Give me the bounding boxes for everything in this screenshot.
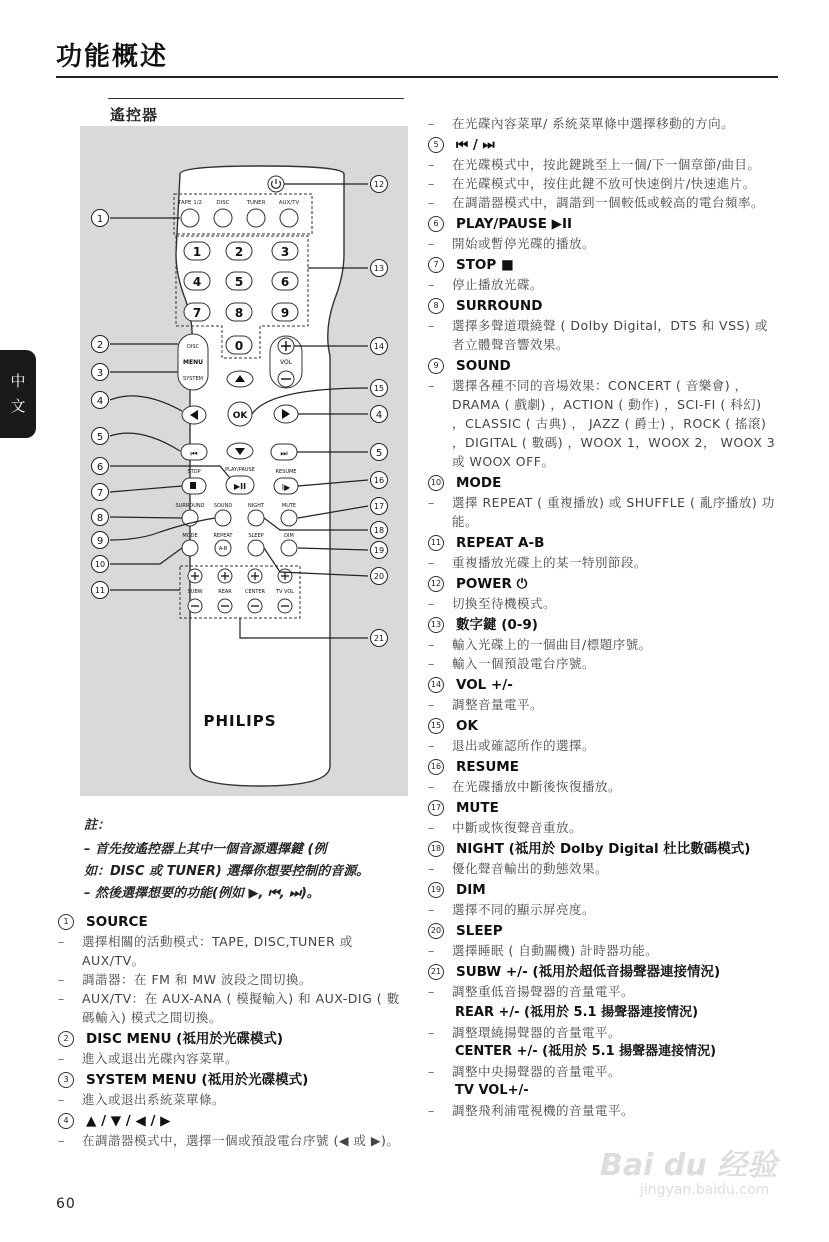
item-heading: [58, 1111, 408, 1131]
vol-label: VOL: [279, 359, 293, 366]
item-desc-text: 在光碟內容菜單/ 系統菜單條中選擇移動的方向。: [452, 116, 735, 131]
function-item: [58, 1111, 408, 1150]
item-title: SLEEP: [456, 923, 503, 939]
item-desc-text: 進入或退出光碟內容菜單。: [82, 1051, 239, 1066]
digit-8: 8: [234, 306, 244, 320]
item-title: PLAY/PAUSE ▶II: [456, 216, 573, 232]
item-desc: [58, 1049, 408, 1068]
auxtv-button: [280, 209, 298, 227]
dash-bullet: –: [428, 861, 435, 876]
callout-l11: 11: [94, 586, 106, 595]
page-title: 功能概述: [56, 42, 169, 72]
left-column: [58, 912, 408, 1152]
callout-l6: 6: [96, 462, 104, 473]
note-heading: 註：: [84, 818, 111, 833]
item-desc-text: 進入或退出系統菜單條。: [82, 1092, 226, 1107]
callout-l8: 8: [96, 513, 104, 524]
item-desc-text: 中斷或恢復聲音重放。: [452, 820, 583, 835]
dash-bullet: –: [428, 637, 435, 652]
function-item: [428, 880, 778, 919]
item-desc: [58, 932, 408, 970]
sound-label: SOUND: [213, 503, 233, 509]
repeat-label: REPEAT: [213, 533, 233, 539]
digit-3: 3: [280, 245, 290, 259]
item-desc-text: 調整音量電平。: [452, 697, 544, 712]
item-desc: [428, 174, 778, 193]
subitem-desc: [428, 1101, 778, 1120]
callout-l2: 2: [96, 340, 104, 351]
dash-bullet: –: [428, 277, 435, 292]
subitem-title: REAR +/- (祗用於 5.1 揚聲器連接情況): [455, 1005, 699, 1020]
item-desc-text: 開始或暫停光碟的播放。: [452, 236, 596, 251]
item-heading: [58, 1029, 408, 1049]
item-title: SOUND: [456, 358, 511, 374]
item-desc-text: 選擇多聲道環繞聲 ( Dolby Digital，DTS 和 VSS) 或者立體聲音響效果。: [452, 318, 768, 352]
item-number-badge: 8: [428, 298, 444, 314]
watermark: Bai du 经验: [600, 1148, 778, 1183]
tape-button: [181, 209, 199, 227]
subw-label: SUBW: [187, 589, 203, 595]
right-column: [428, 114, 778, 1120]
center-label: CENTER: [244, 589, 266, 595]
rear-label: REAR: [218, 589, 232, 595]
callout-l3: 3: [96, 368, 104, 379]
function-item: [428, 757, 778, 796]
callout-l10: 10: [94, 560, 106, 569]
dash-bullet: –: [58, 972, 65, 987]
subitem-desc: [428, 1062, 778, 1081]
title-rule: [56, 76, 778, 78]
item-desc: [428, 155, 778, 174]
dash-bullet: –: [428, 378, 435, 393]
item-heading: [58, 1070, 408, 1090]
item-title: RESUME: [456, 759, 519, 775]
callout-r19: 19: [373, 546, 385, 555]
dash-bullet: –: [428, 656, 435, 671]
item-heading: [428, 675, 778, 695]
item-desc-text: 停止播放光碟。: [452, 277, 544, 292]
item-desc: [428, 818, 778, 837]
dash-bullet: –: [58, 991, 65, 1006]
item-heading: [428, 798, 778, 818]
item-desc-text: 優化聲音輸出的動態效果。: [452, 861, 609, 876]
callout-r15: 15: [373, 384, 385, 393]
item-number-badge: 13: [428, 617, 444, 633]
item-number-badge: 12: [428, 576, 444, 592]
svg-text:⏮: ⏮: [190, 449, 198, 458]
lang-char-2: 文: [10, 397, 26, 415]
item-heading: [58, 912, 408, 932]
dash-bullet: –: [58, 1133, 65, 1148]
item-desc-text: 在光碟播放中斷後恢復播放。: [452, 779, 622, 794]
function-item: [428, 356, 778, 471]
function-item: [428, 296, 778, 354]
disc-key-label: DISC: [187, 344, 199, 350]
lang-char-1: 中: [10, 372, 26, 390]
dash-bullet: –: [428, 697, 435, 712]
item-heading: [428, 757, 778, 777]
item-number-badge: 6: [428, 216, 444, 232]
item-number-badge: 19: [428, 882, 444, 898]
callout-l5: 5: [96, 432, 104, 443]
item-desc-text: 在光碟模式中，按此鍵跳至上一個/下一個章節/曲目。: [452, 157, 761, 172]
item-heading: [428, 356, 778, 376]
callout-r17: 17: [373, 502, 385, 511]
item-heading: [428, 615, 778, 635]
item-desc: [428, 114, 778, 133]
function-item: [428, 533, 778, 572]
item-title: POWER ⏻: [456, 576, 528, 592]
item-desc-text: 輸入光碟上的一個曲目/標題序號。: [452, 637, 652, 652]
item-number-badge: 7: [428, 257, 444, 273]
function-item: [428, 962, 778, 1001]
item-desc-text: 調諧器：在 FM 和 MW 波段之間切換。: [82, 972, 313, 987]
function-item: [428, 839, 778, 878]
subitem-desc: [428, 1023, 778, 1042]
item-heading: [428, 921, 778, 941]
item-heading: [428, 962, 778, 982]
item-number-badge: 5: [428, 137, 444, 153]
callout-r18: 18: [373, 526, 385, 535]
item-desc: [428, 553, 778, 572]
dash-bullet: –: [428, 1064, 435, 1079]
item-number-badge: 21: [428, 964, 444, 980]
function-item: [428, 473, 778, 531]
item-title: DIM: [456, 882, 486, 898]
svg-text:▶II: ▶II: [233, 482, 247, 491]
dash-bullet: –: [428, 176, 435, 191]
dash-bullet: –: [428, 318, 435, 333]
item-desc: [428, 594, 778, 613]
item-desc-text: 選擇相關的活動模式：TAPE, DISC,TUNER 或 AUX/TV。: [82, 934, 353, 968]
item-desc: [58, 1090, 408, 1109]
item-number-badge: 18: [428, 841, 444, 857]
callout-r21: 21: [373, 634, 385, 643]
item-title: MUTE: [456, 800, 499, 816]
digit-0: 0: [234, 339, 244, 353]
function-item: [58, 1029, 408, 1068]
note-block: [84, 815, 414, 905]
item-title: SOURCE: [86, 914, 148, 930]
item-heading: [428, 135, 778, 155]
remote-heading: 遙控器: [110, 106, 159, 124]
item-title: SURROUND: [456, 298, 543, 314]
dash-bullet: –: [428, 820, 435, 835]
function-item: [428, 615, 778, 673]
item-title: MODE: [456, 475, 502, 491]
item-desc: [428, 695, 778, 714]
item-title: REPEAT A-B: [456, 535, 545, 551]
item-desc: [428, 376, 778, 471]
source-label-auxtv: AUX/TV: [278, 200, 300, 206]
note-line-2: 如：DISC 或 TUNER) 選擇你想要控制的音源。: [84, 864, 370, 879]
function-item: [428, 114, 778, 133]
item-number-badge: 9: [428, 358, 444, 374]
item-heading: [428, 880, 778, 900]
item-number-badge: 16: [428, 759, 444, 775]
item-title: STOP ■: [456, 257, 514, 273]
item-desc: [428, 941, 778, 960]
dash-bullet: –: [428, 779, 435, 794]
note-line-1: – 首先按遙控器上其中一個音源選擇鍵 (例: [84, 842, 327, 857]
function-item: [428, 255, 778, 294]
item-title: ▲ / ▼ / ◀ / ▶: [86, 1113, 171, 1129]
item-desc-text: 在調諧器模式中，調諧到一個較低或較高的電台頻率。: [452, 195, 765, 210]
item-heading: [428, 533, 778, 553]
dash-bullet: –: [58, 1092, 65, 1107]
item-desc: [428, 635, 778, 654]
power-button: [268, 176, 284, 192]
dash-bullet: –: [428, 495, 435, 510]
source-label-tape: TAPE 1/2: [177, 200, 203, 206]
item-desc-text: 選擇睡眠 ( 自動關機) 計時器功能。: [452, 943, 659, 958]
system-key-label: SYSTEM: [183, 376, 203, 382]
disc-source-button: [214, 209, 232, 227]
item-title: ⏮ / ⏭: [456, 137, 495, 153]
subitem-desc-text: 調整環繞揚聲器的音量電平。: [452, 1025, 622, 1040]
note-line-3: – 然後選擇想要的功能(例如 ▶, ⏮, ⏭)。: [84, 886, 320, 901]
callout-r4: 4: [375, 410, 383, 421]
dim-label: DIM: [284, 533, 294, 539]
item-desc: [428, 900, 778, 919]
item-heading: [428, 574, 778, 594]
digit-1: 1: [192, 245, 202, 259]
dash-bullet: –: [428, 596, 435, 611]
function-item: [428, 798, 778, 837]
subitem-title: TV VOL+/-: [455, 1083, 529, 1098]
item-desc-text: 選擇 REPEAT ( 重複播放) 或 SHUFFLE ( 亂序播放) 功能。: [452, 495, 775, 529]
item-heading: [428, 473, 778, 493]
item-desc: [58, 1131, 408, 1150]
digit-5: 5: [234, 275, 244, 289]
item-title: SYSTEM MENU (祗用於光碟模式): [86, 1072, 309, 1088]
function-item: [58, 1070, 408, 1109]
item-title: OK: [456, 718, 478, 734]
menu-key-label: MENU: [183, 359, 203, 366]
dash-bullet: –: [428, 157, 435, 172]
dash-bullet: –: [428, 902, 435, 917]
dash-bullet: –: [428, 984, 435, 999]
digit-6: 6: [280, 275, 290, 289]
item-desc: [428, 193, 778, 212]
tuner-button: [247, 209, 265, 227]
callout-r14: 14: [373, 342, 385, 351]
language-tab[interactable]: [0, 350, 36, 438]
item-desc: [428, 654, 778, 673]
play-pause-label: PLAY/PAUSE: [225, 467, 255, 473]
item-heading: [428, 716, 778, 736]
item-desc-text: 切換至待機模式。: [452, 596, 557, 611]
item-title: VOL +/-: [456, 677, 513, 693]
item-desc-text: 選擇各種不同的音場效果：CONCERT ( 音樂會) ，DRAMA ( 戲劇) ，ACTION ( 動作) ，SCI-FI ( 科幻) ，CLASSIC ( 古典) ， JAZZ ( 爵士) ，ROCK ( 搖滾) ，DIGITAL ( 數碼) ，WOOX 1，WOOX 2， WOOX 3 或 WOOX OFF。: [452, 378, 776, 469]
callout-l1: 1: [96, 214, 104, 225]
dash-bullet: –: [58, 1051, 65, 1066]
page-number: 60: [56, 1196, 76, 1212]
item-desc: [428, 736, 778, 755]
function-item: [58, 912, 408, 1027]
item-number-badge: 3: [58, 1072, 74, 1088]
dash-bullet: –: [428, 1103, 435, 1118]
item-number-badge: 2: [58, 1031, 74, 1047]
function-item: [428, 135, 778, 212]
item-desc-text: AUX/TV：在 AUX-ANA ( 模擬輸入) 和 AUX-DIG ( 數碼輸入) 模式之間切換。: [82, 991, 400, 1025]
item-desc-text: 調整重低音揚聲器的音量電平。: [452, 984, 635, 999]
source-label-disc: DISC: [216, 200, 230, 206]
item-desc-text: 在調諧器模式中，選擇一個或預設電台序號 (◀ 或 ▶)。: [82, 1133, 400, 1148]
item-desc-text: 重複播放光碟上的某一特別節段。: [452, 555, 648, 570]
item-title: 數字鍵 (0-9): [456, 617, 538, 633]
section-rule: [108, 98, 404, 99]
item-number-badge: 14: [428, 677, 444, 693]
function-item: [428, 214, 778, 253]
source-label-tuner: TUNER: [246, 200, 266, 206]
item-desc-text: 退出或確認所作的選擇。: [452, 738, 596, 753]
tvvol-label: TV VOL: [275, 589, 295, 595]
item-desc: [58, 970, 408, 989]
callout-r5: 5: [375, 448, 383, 459]
function-item: [428, 716, 778, 755]
callout-r12: 12: [373, 180, 385, 189]
surround-label: SURROUND: [175, 503, 205, 509]
digit-4: 4: [192, 275, 202, 289]
item-heading: [428, 296, 778, 316]
callout-r13: 13: [373, 264, 385, 273]
subitem-desc-text: 調整中央揚聲器的音量電平。: [452, 1064, 622, 1079]
item-desc-text: 在光碟模式中，按住此鍵不放可快速倒片/快速進片。: [452, 176, 756, 191]
resume-label: RESUME: [275, 469, 297, 475]
ok-label: OK: [232, 411, 248, 421]
callout-l9: 9: [96, 536, 104, 547]
function-item: [428, 574, 778, 613]
item-desc: [428, 316, 778, 354]
item-desc-text: 選擇不同的顯示屏亮度。: [452, 902, 596, 917]
item-desc-text: 輸入一個預設電台序號。: [452, 656, 596, 671]
item-title: DISC MENU (祗用於光碟模式): [86, 1031, 284, 1047]
dash-bullet: –: [428, 116, 435, 131]
dash-bullet: –: [428, 738, 435, 753]
callout-r20: 20: [373, 572, 385, 581]
ab-label: A-B: [218, 546, 228, 552]
digit-7: 7: [192, 306, 202, 320]
item-title: SUBW +/- (祗用於超低音揚聲器連接情況): [456, 964, 721, 980]
item-desc: [428, 777, 778, 796]
dash-bullet: –: [428, 555, 435, 570]
function-item: [428, 675, 778, 714]
item-heading: [428, 255, 778, 275]
svg-text:I▶: I▶: [281, 483, 291, 492]
item-heading: [428, 214, 778, 234]
digit-2: 2: [234, 245, 244, 259]
dash-bullet: –: [428, 195, 435, 210]
item-desc: [58, 989, 408, 1027]
item-desc: [428, 859, 778, 878]
item-desc: [428, 982, 778, 1001]
remote-figure: [80, 126, 408, 796]
item-number-badge: 10: [428, 475, 444, 491]
dash-bullet: –: [58, 934, 65, 949]
dash-bullet: –: [428, 1025, 435, 1040]
sleep-label: SLEEP: [248, 533, 264, 539]
item-number-badge: 15: [428, 718, 444, 734]
mode-label: MODE: [182, 533, 198, 539]
mute-label: MUTE: [281, 503, 297, 509]
svg-text:⏭: ⏭: [280, 449, 288, 458]
item-number-badge: 4: [58, 1113, 74, 1129]
callout-r16: 16: [373, 476, 385, 485]
item-desc: [428, 234, 778, 253]
callout-l7: 7: [96, 488, 104, 499]
item-heading: [428, 839, 778, 859]
item-number-badge: 20: [428, 923, 444, 939]
digit-9: 9: [280, 306, 290, 320]
watermark-url: jingyan.baidu.com: [640, 1182, 770, 1198]
subitem-desc-text: 調整飛利浦電視機的音量電平。: [452, 1103, 635, 1118]
dash-bullet: –: [428, 236, 435, 251]
night-label: NIGHT: [248, 503, 264, 509]
callout-l4: 4: [96, 396, 104, 407]
item-desc: [428, 275, 778, 294]
dash-bullet: –: [428, 943, 435, 958]
item-desc: [428, 493, 778, 531]
item-number-badge: 17: [428, 800, 444, 816]
subitem-title: CENTER +/- (祗用於 5.1 揚聲器連接情況): [455, 1044, 717, 1059]
stop-label: STOP: [187, 469, 201, 475]
brand-logo: PHILIPS: [203, 712, 277, 730]
item-number-badge: 11: [428, 535, 444, 551]
item-number-badge: 1: [58, 914, 74, 930]
item-title: NIGHT (祗用於 Dolby Digital 杜比數碼模式): [456, 841, 751, 857]
function-item: [428, 921, 778, 960]
